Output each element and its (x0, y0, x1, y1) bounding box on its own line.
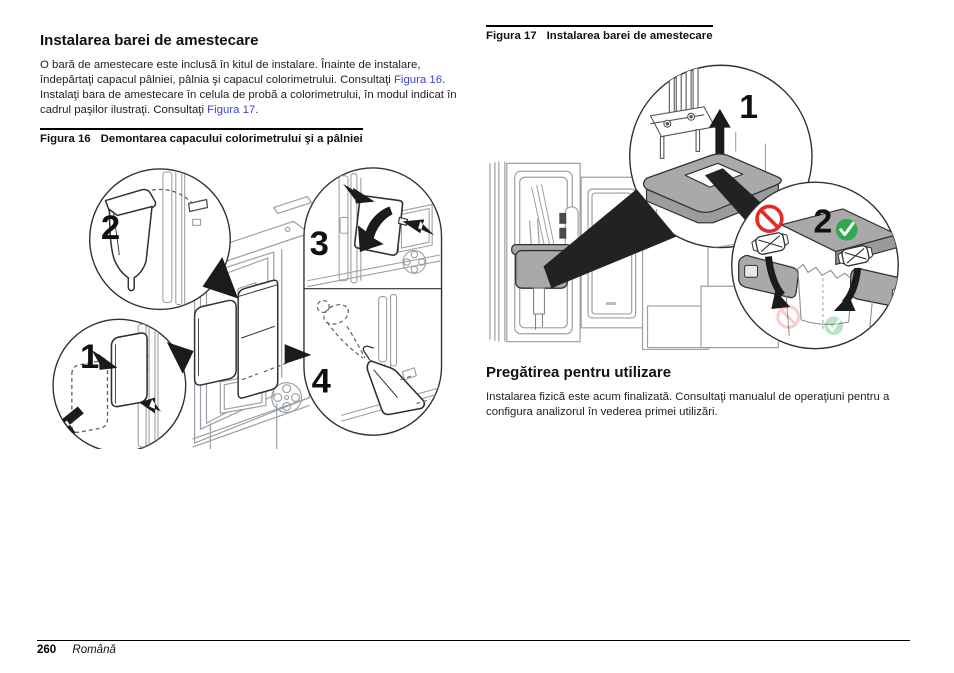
check-icon (836, 219, 858, 241)
link-figura-16[interactable]: Figura 16 (393, 74, 443, 86)
step-number-1: 1 (80, 337, 100, 376)
intro-text-3: . (255, 104, 259, 116)
page-number: 260 (37, 644, 57, 656)
page-footer (37, 640, 910, 656)
figure-16-caption (40, 128, 363, 145)
figure-17-caption-title: Instalarea barei de amestecare (546, 30, 713, 42)
funnel-cover (111, 333, 147, 406)
figure-16-caption-title: Demontarea capacului colorimetrului şi a pâlniei (100, 133, 363, 145)
figure-17-caption-label: Figura 17 (486, 30, 537, 42)
step-number-4: 4 (311, 362, 331, 401)
callout-circle-1 (52, 319, 186, 449)
figure-17-illustration (486, 52, 922, 350)
callout-circle-2 (732, 182, 912, 348)
language-label: Română (72, 644, 116, 656)
intro-text-2: . Instalaţi bara de amestecare în celula de probă a colorimetrului, în modul indicat în cadrul paşilor ilustraţi. Consultaţi (40, 74, 457, 116)
intro-text-1: O bară de amestecare este inclusă în kitul de instalare. Înainte de instalare, îndepărtaţi capacul pâlniei, pâlnia şi capacul colorimetrului. Consultaţi (40, 59, 421, 86)
figure-17-caption (486, 25, 713, 42)
step-number-2: 2 (813, 203, 833, 241)
figure-16-illustration (44, 160, 460, 449)
step-number-3: 3 (309, 225, 329, 264)
prohibition-icon (757, 206, 782, 231)
figure-17 (486, 25, 922, 350)
left-column (40, 25, 464, 449)
link-figura-17[interactable]: Figura 17 (207, 104, 256, 116)
step-number-1: 1 (739, 88, 758, 126)
section-title: Instalarea barei de amestecare (40, 32, 259, 49)
prohibition-icon-faded (778, 307, 799, 328)
closing-paragraph: Instalarea fizică este acum finalizată. Consultaţi manualul de operaţiuni pentru a configura analizorul în vederea primei utilizări. (486, 391, 890, 418)
intro-paragraph (40, 58, 464, 118)
section-title-2: Pregătirea pentru utilizare (486, 364, 672, 381)
check-icon-faded (824, 316, 843, 335)
callout-panel-3-4 (304, 168, 442, 435)
step-number-2: 2 (100, 209, 121, 248)
right-column (486, 25, 922, 430)
figure-16 (40, 128, 464, 449)
figure-16-caption-label: Figura 16 (40, 133, 91, 145)
